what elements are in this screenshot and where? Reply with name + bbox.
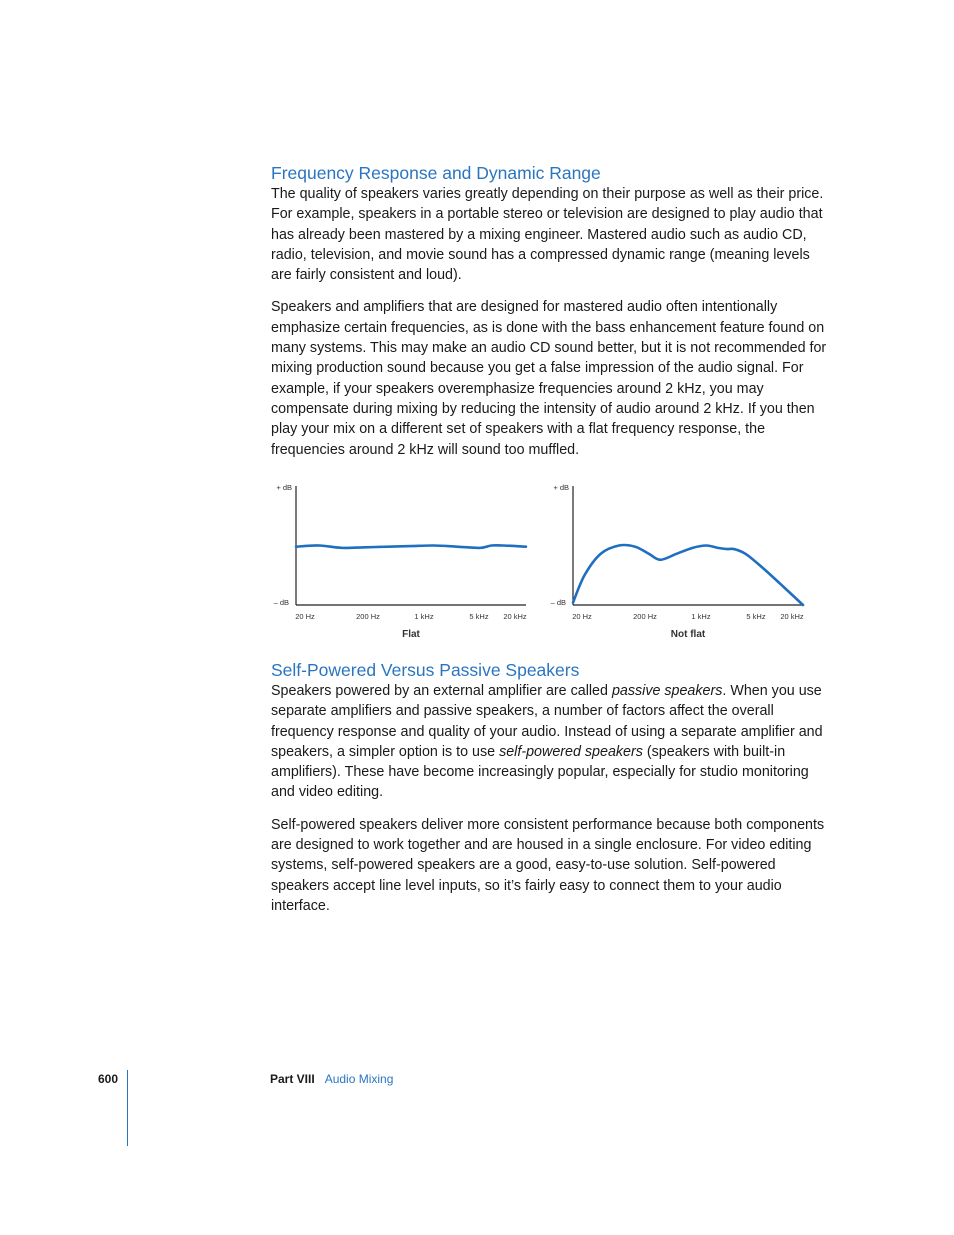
x-tick-label: 1 kHz [414, 612, 434, 621]
x-tick-label: 200 Hz [356, 612, 380, 621]
x-tick-label: 5 kHz [469, 612, 489, 621]
chart-title: Not flat [670, 629, 706, 640]
x-tick-label: 20 kHz [780, 612, 804, 621]
x-tick-label: 5 kHz [746, 612, 766, 621]
response-curve [573, 545, 803, 605]
footer-chapter-link[interactable]: Audio Mixing [324, 1072, 394, 1086]
page-number: 600 [98, 1072, 119, 1086]
text-run: Speakers powered by an external amplifier are called [271, 683, 612, 699]
term-emphasis: self-powered speakers [499, 743, 643, 760]
footer-part: Part VIII [270, 1072, 315, 1086]
section-frequency-response [271, 162, 827, 460]
chart-not-flat [545, 478, 815, 648]
text-run: (speakers with built-in amplifiers). These have become increasingly popular, especially for studio monitoring and video editing. [271, 743, 809, 801]
paragraph: The quality of speakers varies greatly depending on their purpose as well as their price. For example, speakers in a portable stereo or television are designed to play audio that has already been mastered by a mixing engineer. Mastered audio such as audio CD, radio, television, and movie sound has a compressed dynamic range (meaning levels are fairly consistent and loud). [271, 186, 824, 284]
paragraph: Speakers and amplifiers that are designed for mastered audio often intentionally emphasize certain frequencies, as is done with the bass enhancement feature found on many systems. This may make an audio CD sound better, but it is not recommended for mixing production sound because you get a false impression of the audio signal. For example, if your speakers overemphasize frequencies around 2 kHz, you may compensate during mixing by reducing the intensity of audio around 2 kHz. If you then play your mix on a different set of speakers with a flat frequency response, the frequencies around 2 kHz will sound too muffled. [271, 299, 827, 458]
y-axis-label-top: + dB [553, 483, 569, 492]
y-axis-label-top: + dB [276, 483, 292, 492]
x-tick-label: 200 Hz [633, 612, 657, 621]
footer-divider [127, 1070, 128, 1146]
paragraph: Self-powered speakers deliver more consistent performance because both components are designed to work together and are housed in a single enclosure. For video editing systems, self-powered speakers are a good, easy-to-use solution. Self-powered speakers accept line level inputs, so it’s fairly easy to connect them to your audio interface. [271, 816, 825, 914]
x-tick-label: 20 Hz [572, 612, 592, 621]
term-emphasis: passive speakers [611, 683, 723, 699]
section-heading: Self-Powered Versus Passive Speakers [271, 660, 580, 680]
section-self-powered [271, 659, 827, 916]
x-tick-label: 1 kHz [691, 612, 711, 621]
response-curve [296, 545, 526, 548]
footer-breadcrumb [270, 1072, 393, 1086]
chart-flat-svg [268, 478, 538, 648]
chart-not-flat-svg [545, 478, 815, 648]
y-axis-label-bottom: – dB [273, 598, 289, 607]
paragraph [271, 681, 827, 803]
text-run: . When you use separate amplifiers and passive speakers, a number of factors affect the overall frequency response and quality of your audio. Instead of using a separate amplifier and speakers, a simpler option is to use [271, 683, 823, 760]
chart-flat [268, 478, 538, 648]
x-tick-label: 20 kHz [503, 612, 527, 621]
chart-title: Flat [402, 629, 420, 640]
y-axis-label-bottom: – dB [550, 598, 566, 607]
section-heading: Frequency Response and Dynamic Range [271, 163, 601, 183]
x-tick-label: 20 Hz [295, 612, 315, 621]
